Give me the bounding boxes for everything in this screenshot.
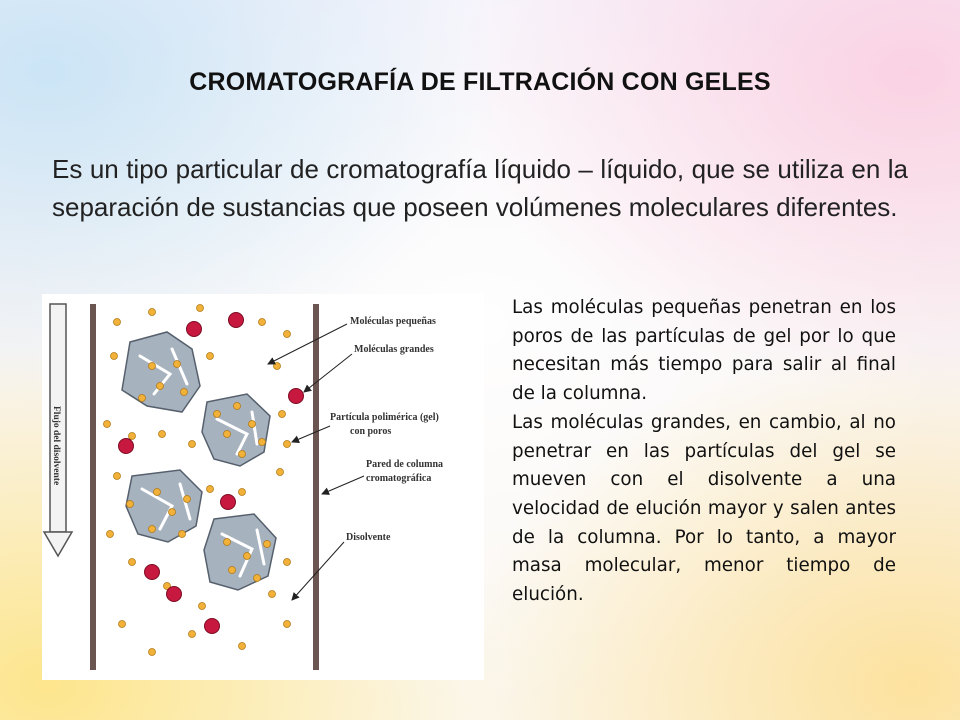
explanation-text	[512, 294, 896, 610]
label-gel-particle: Partícula polimérica (gel)	[330, 412, 439, 423]
solvent-flow-arrow	[44, 304, 72, 556]
gel-particles	[122, 332, 276, 590]
column-wall-left	[90, 304, 96, 670]
gel-filtration-diagram	[42, 294, 484, 680]
label-small-molecules: Moléculas pequeñas	[350, 316, 436, 327]
explanation-paragraph-2: Las moléculas grandes, en cambio, al no penetrar en las partículas del gel se mueven con el disolvente a una velocidad de elución mayor y salen antes de la columna. Por lo tanto, a mayor masa molecular, menor tiempo de elución.	[512, 411, 896, 606]
explanation-paragraph-1: Las moléculas pequeñas penetran en los poros de las partículas de gel por lo que necesitan más tiempo para salir al final de la columna.	[512, 297, 896, 405]
flow-label: Flujo del disolvente	[51, 406, 61, 486]
label-column-wall: Pared de columna	[366, 459, 444, 470]
label-column-wall-2: cromatográfica	[366, 473, 432, 484]
label-large-molecules: Moléculas grandes	[354, 344, 434, 355]
column-wall-right	[313, 304, 319, 670]
intro-paragraph: Es un tipo particular de cromatografía líquido – líquido, que se utiliza en la separación de sustancias que poseen volúmenes moleculares diferentes.	[52, 154, 908, 222]
label-gel-pores: con poros	[350, 426, 392, 437]
slide-title: CROMATOGRAFÍA DE FILTRACIÓN CON GELES	[189, 68, 771, 96]
label-solvent: Disolvente	[346, 532, 391, 543]
